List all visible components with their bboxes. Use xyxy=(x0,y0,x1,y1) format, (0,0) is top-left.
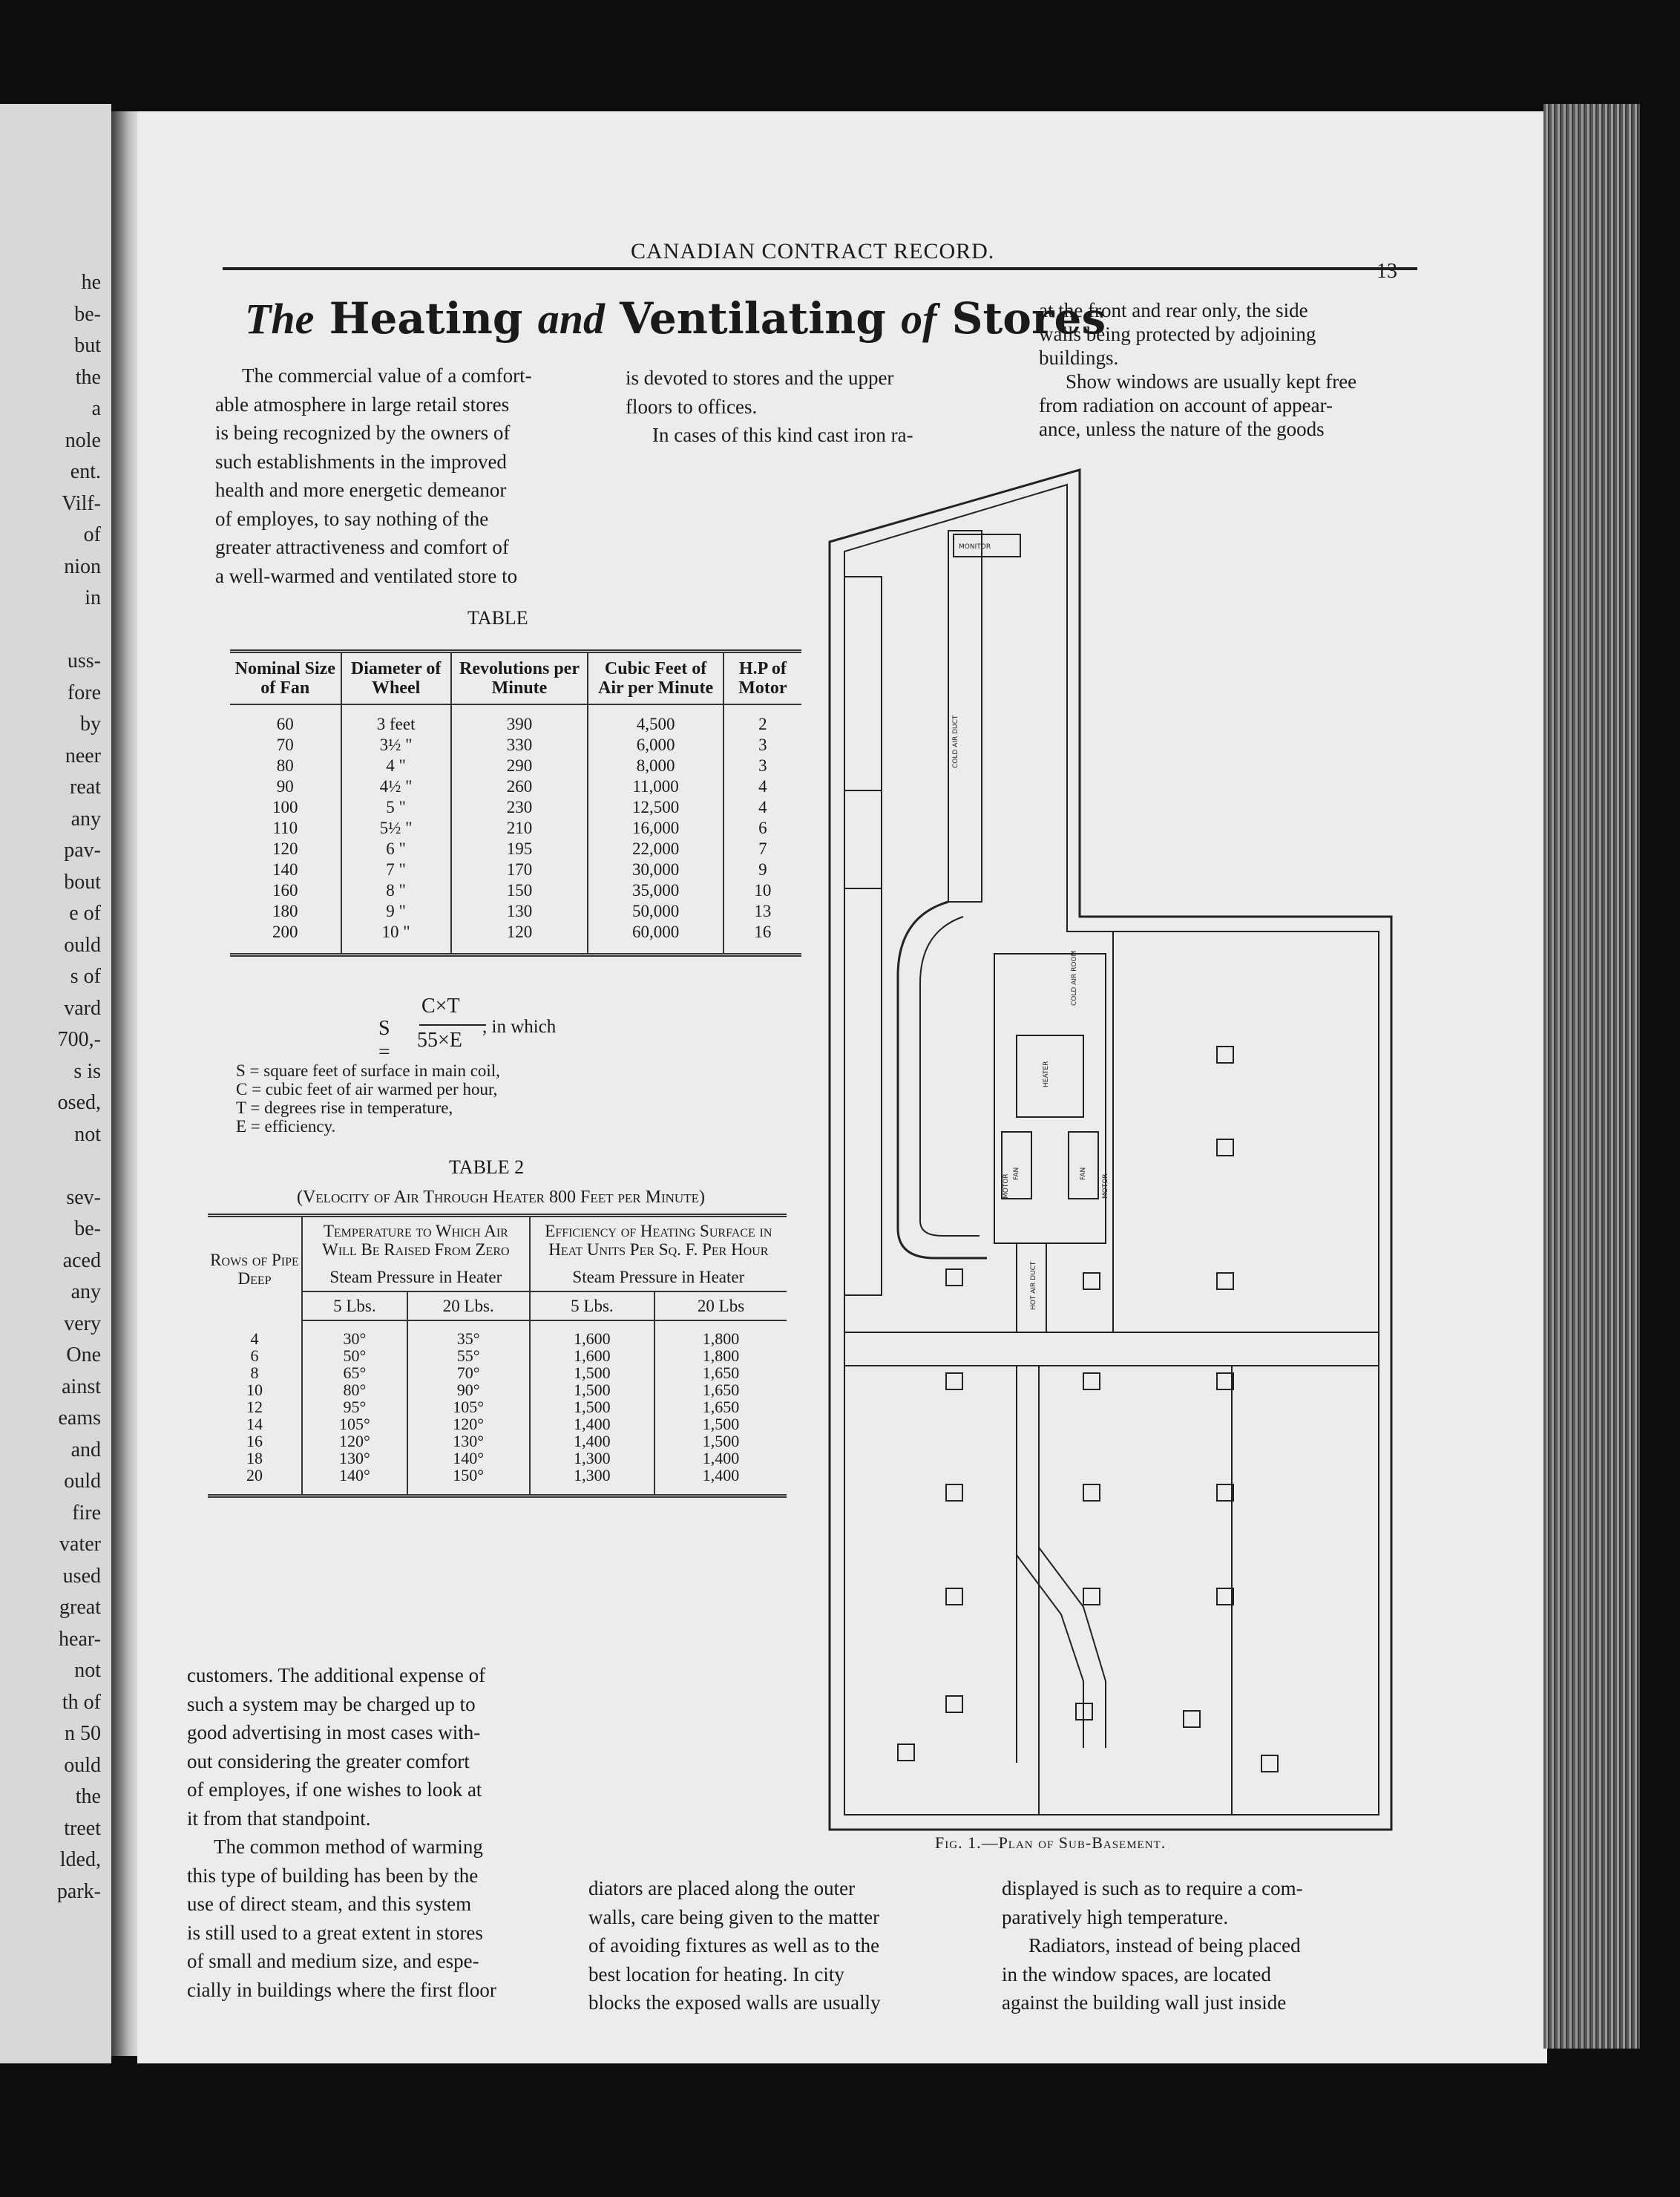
temp-20lbs: 20 Lbs. xyxy=(407,1291,530,1320)
heater xyxy=(1017,1035,1083,1117)
left-page-line: sev- xyxy=(66,1185,101,1209)
table1-header: Cubic Feet of Air per Minute xyxy=(588,652,723,705)
label-heater: HEATER xyxy=(1043,1061,1050,1087)
table2-cell: 120° xyxy=(302,1433,407,1450)
column-2-top xyxy=(626,364,1011,450)
table1-cell: 110 xyxy=(230,818,341,839)
pillar xyxy=(946,1588,962,1605)
steam-header-2: Steam Pressure in Heater xyxy=(530,1263,787,1291)
table2-cell: 1,400 xyxy=(530,1433,654,1450)
left-page-line: not xyxy=(74,1122,101,1146)
heater-room xyxy=(994,954,1106,1243)
text-line: against the building wall just inside xyxy=(1002,1991,1287,2014)
left-page-line: ainst xyxy=(62,1375,101,1398)
table1-cell: 9 xyxy=(758,860,767,879)
table2-cell: 1,400 xyxy=(702,1449,740,1467)
text-line: diators are placed along the outer xyxy=(588,1877,856,1899)
table1-cell: 120 xyxy=(230,839,341,860)
table2-cell: 20 xyxy=(208,1467,302,1496)
left-page-line: any xyxy=(70,807,101,831)
left-page-line: th of xyxy=(62,1690,101,1714)
legend-line: T = degrees rise in temperature, xyxy=(236,1098,453,1117)
column-1-bottom xyxy=(187,1661,569,2004)
table1-cell: 150 xyxy=(451,880,588,901)
table2-cell: 6 xyxy=(208,1347,302,1364)
left-page-fragment xyxy=(0,104,111,2063)
table2-cell: 80° xyxy=(302,1381,407,1398)
text-line: Radiators, instead of being placed xyxy=(1028,1934,1301,1957)
table2-cell: 16 xyxy=(208,1433,302,1450)
label-cold-room: COLD AIR ROOM xyxy=(1071,950,1078,1006)
table1-cell: 390 xyxy=(451,704,588,735)
table1-row xyxy=(230,797,801,818)
text-line: cially in buildings where the first floor xyxy=(187,1978,496,2001)
table1-cell: 290 xyxy=(451,756,588,776)
label-motor-2: MOTOR xyxy=(1102,1173,1109,1199)
text-line: floors to offices. xyxy=(626,395,758,418)
pillar xyxy=(1083,1273,1100,1289)
pillar xyxy=(1083,1588,1100,1605)
left-page-line: bout xyxy=(64,870,101,894)
table1-row xyxy=(230,756,801,776)
left-page-line: ould xyxy=(64,1753,101,1777)
running-title: CANADIAN CONTRACT RECORD. xyxy=(631,239,995,263)
label-hot-duct: HOT AIR DUCT xyxy=(1030,1261,1037,1310)
table1-cell: 120 xyxy=(451,922,588,955)
table2-cell: 150° xyxy=(407,1467,530,1496)
table1-row xyxy=(230,735,801,756)
text-line: from radiation on account of appear- xyxy=(1039,394,1333,416)
table1-cell: 230 xyxy=(451,797,588,818)
text-line: best location for heating. In city xyxy=(588,1962,844,1985)
table1-cell: 4 xyxy=(758,798,767,816)
outer-wall xyxy=(830,470,1391,1830)
table1-cell: 7 xyxy=(758,839,767,858)
left-page-line: neer xyxy=(65,744,101,767)
text-line: Show windows are usually kept free xyxy=(1066,370,1357,393)
table1-cell: 50,000 xyxy=(588,901,723,922)
table1-cell: 195 xyxy=(451,839,588,860)
table1-cell: 90 xyxy=(230,776,341,797)
table2-cell: 90° xyxy=(407,1381,530,1398)
pillar xyxy=(946,1484,962,1501)
table1-cell: 330 xyxy=(451,735,588,756)
table2-cell: 18 xyxy=(208,1450,302,1467)
table1-cell: 10 xyxy=(754,881,772,900)
formula-suffix: , in which xyxy=(482,1017,557,1037)
table1-cell: 210 xyxy=(451,818,588,839)
table1-cell: 35,000 xyxy=(588,880,723,901)
label-fan-2: FAN xyxy=(1080,1167,1087,1180)
text-line: ance, unless the nature of the goods xyxy=(1039,418,1325,440)
title-stores: Stores xyxy=(951,293,1106,344)
table1-cell: 180 xyxy=(230,901,341,922)
text-line: The common method of warming xyxy=(214,1836,483,1858)
eff-header: Efficiency of Heating Surface in Heat Units Per Sq. F. Per Hour xyxy=(530,1216,787,1264)
fan-table xyxy=(230,649,801,957)
text-line: able atmosphere in large retail stores xyxy=(215,393,510,416)
table1-caption: TABLE xyxy=(467,607,528,629)
sub-basement-plan xyxy=(816,456,1410,1837)
rows-header: Rows of Pipe Deep xyxy=(208,1216,302,1321)
text-line: buildings. xyxy=(1039,347,1119,369)
table1-cell: 6 " xyxy=(341,839,451,860)
left-page-line: a xyxy=(91,397,101,420)
left-page-line: One xyxy=(66,1343,101,1366)
table1-cell: 16,000 xyxy=(588,818,723,839)
legend-line: S = square feet of surface in main coil, xyxy=(236,1061,500,1080)
pillar xyxy=(946,1373,962,1389)
left-page-line: hear- xyxy=(59,1627,101,1651)
table2-cell: 1,300 xyxy=(530,1467,654,1496)
pillar xyxy=(1083,1484,1100,1501)
table2-cell: 1,800 xyxy=(702,1346,740,1365)
pillar xyxy=(946,1269,962,1286)
left-page-line: eams xyxy=(58,1407,101,1430)
left-page-line: in xyxy=(85,586,101,609)
table2-cell: 120° xyxy=(407,1415,530,1433)
table1-cell: 200 xyxy=(230,922,341,955)
left-page-line: aced xyxy=(62,1248,101,1272)
left-page-line: nion xyxy=(64,554,101,578)
table2-cell: 1,400 xyxy=(530,1415,654,1433)
table1-cell: 10 " xyxy=(341,922,451,955)
table1-row xyxy=(230,901,801,922)
table1-row xyxy=(230,922,801,955)
table1-cell: 9 " xyxy=(341,901,451,922)
left-page-line: used xyxy=(62,1564,101,1588)
formula-lhs: S = xyxy=(378,1017,390,1064)
title-and: and xyxy=(537,295,605,343)
text-line: good advertising in most cases with- xyxy=(187,1721,481,1743)
left-page-line: fore xyxy=(67,681,101,704)
left-page-line: osed, xyxy=(57,1091,101,1114)
table1-cell: 4,500 xyxy=(588,704,723,735)
legend-line: C = cubic feet of air warmed per hour, xyxy=(236,1080,498,1098)
table1-cell: 4 " xyxy=(341,756,451,776)
table1-cell: 2 xyxy=(758,715,767,733)
table2-row xyxy=(208,1450,787,1467)
left-page-line: vard xyxy=(64,996,101,1020)
table1-header: Diameter of Wheel xyxy=(341,652,451,705)
lower-duct-2 xyxy=(1017,1366,1039,1763)
fan-2 xyxy=(1069,1132,1098,1199)
table2-row xyxy=(208,1364,787,1381)
article-title xyxy=(245,293,1106,344)
table1-cell: 6 xyxy=(758,819,767,837)
table2-row xyxy=(208,1320,787,1347)
pillar xyxy=(1217,1273,1233,1289)
table2-cell: 12 xyxy=(208,1398,302,1415)
table1-row xyxy=(230,776,801,797)
pillar xyxy=(898,1744,914,1761)
left-page-line: pav- xyxy=(64,839,101,862)
corridor xyxy=(844,1332,1379,1366)
table2-cell: 65° xyxy=(302,1364,407,1381)
left-page-line: Vilf- xyxy=(62,491,101,515)
table2-cell: 1,650 xyxy=(702,1381,740,1399)
table2-cell: 130° xyxy=(407,1433,530,1450)
table1-cell: 3 xyxy=(758,736,767,754)
table2-cell: 1,800 xyxy=(702,1329,740,1348)
label-cold-duct: COLD AIR DUCT xyxy=(952,715,959,768)
left-page-line: ould xyxy=(64,1470,101,1493)
text-line: paratively high temperature. xyxy=(1002,1905,1229,1928)
title-ventilating: Ventilating xyxy=(620,293,886,344)
left-page-line: treet xyxy=(64,1816,101,1840)
table2-cell: 14 xyxy=(208,1415,302,1433)
left-page-line: very xyxy=(64,1312,101,1335)
left-page-line: fire xyxy=(72,1501,101,1525)
left-page-line: but xyxy=(74,334,101,357)
table1-cell: 16 xyxy=(723,922,801,955)
temp-header: Temperature to Which Air Will Be Raised From Zero xyxy=(302,1216,530,1264)
table1-cell: 140 xyxy=(230,860,341,880)
left-page-line: nole xyxy=(65,428,101,452)
text-line: out considering the greater comfort xyxy=(187,1749,470,1772)
table2-row xyxy=(208,1381,787,1398)
lower-room xyxy=(844,790,882,1295)
text-line: walls being protected by adjoining xyxy=(1039,323,1316,345)
table1-cell: 12,500 xyxy=(588,797,723,818)
table2-cell: 105° xyxy=(407,1398,530,1415)
table2-caption: TABLE 2 xyxy=(449,1156,525,1178)
table2-cell: 70° xyxy=(407,1364,530,1381)
left-page-line: great xyxy=(59,1596,101,1619)
left-page-line: any xyxy=(70,1280,101,1303)
table2-cell: 1,400 xyxy=(654,1467,787,1496)
table1-cell: 8,000 xyxy=(588,756,723,776)
text-line: of small and medium size, and espe- xyxy=(187,1950,479,1972)
table2-cell: 1,500 xyxy=(530,1398,654,1415)
text-line: health and more energetic demeanor xyxy=(215,479,507,501)
table1-row xyxy=(230,704,801,735)
left-page-line: ould xyxy=(64,933,101,957)
text-line: of avoiding fixtures as well as to the xyxy=(588,1934,880,1957)
left-page-line: the xyxy=(75,1785,101,1808)
table2-cell: 1,600 xyxy=(530,1320,654,1347)
table1-cell: 80 xyxy=(230,756,341,776)
left-page-line: by xyxy=(80,713,101,736)
text-line: such establishments in the improved xyxy=(215,450,507,473)
text-line: of employes, if one wishes to look at xyxy=(187,1778,482,1801)
table1-cell: 3 xyxy=(758,756,767,775)
heater-table xyxy=(208,1214,787,1498)
steam-header-1: Steam Pressure in Heater xyxy=(302,1263,530,1291)
table2-subcaption: (Velocity of Air Through Heater 800 Feet per Minute) xyxy=(297,1188,705,1207)
text-line: In cases of this kind cast iron ra- xyxy=(652,424,913,446)
table1-cell: 170 xyxy=(451,860,588,880)
table1-cell: 100 xyxy=(230,797,341,818)
pillar xyxy=(1217,1484,1233,1501)
table2-row xyxy=(208,1433,787,1450)
lower-duct xyxy=(1017,1366,1106,1748)
table2-cell: 8 xyxy=(208,1364,302,1381)
table1-cell: 5½ " xyxy=(341,818,451,839)
text-line: a well-warmed and ventilated store to xyxy=(215,564,518,587)
table2-cell: 140° xyxy=(302,1467,407,1496)
text-line: this type of building has been by the xyxy=(187,1864,479,1887)
table1-cell: 11,000 xyxy=(588,776,723,797)
table1-cell: 4 xyxy=(758,777,767,796)
duct-bend-inner xyxy=(920,917,980,1236)
pillar xyxy=(1184,1711,1200,1727)
table2-row xyxy=(208,1467,787,1496)
book-gutter xyxy=(111,111,141,2056)
table1-header: Nominal Size of Fan xyxy=(230,652,341,705)
table1-cell: 260 xyxy=(451,776,588,797)
table2-cell: 4 xyxy=(208,1320,302,1347)
table2-cell: 30° xyxy=(302,1320,407,1347)
table1-row xyxy=(230,818,801,839)
column-3-top xyxy=(1039,298,1425,441)
text-line: use of direct steam, and this system xyxy=(187,1893,472,1915)
table1-cell: 7 " xyxy=(341,860,451,880)
table1-cell: 8 " xyxy=(341,880,451,901)
title-the: The xyxy=(245,295,315,343)
formula-legend xyxy=(236,1061,500,1136)
formula-denominator: 55×E xyxy=(417,1029,462,1052)
left-page-line: park- xyxy=(56,1879,101,1903)
table1-cell: 4½ " xyxy=(341,776,451,797)
table1-cell: 6,000 xyxy=(588,735,723,756)
table1-cell: 60 xyxy=(230,704,341,735)
table2-cell: 130° xyxy=(302,1450,407,1467)
left-page-line: the xyxy=(75,365,101,389)
text-line: displayed is such as to require a com- xyxy=(1002,1877,1303,1899)
table2-row xyxy=(208,1347,787,1364)
left-page-line: 700,- xyxy=(57,1028,101,1051)
table2-cell: 105° xyxy=(302,1415,407,1433)
table2-cell: 1,500 xyxy=(530,1381,654,1398)
table2-cell: 35° xyxy=(407,1320,530,1347)
table2-cell: 95° xyxy=(302,1398,407,1415)
pillar xyxy=(1217,1139,1233,1156)
text-line: blocks the exposed walls are usually xyxy=(588,1991,881,2014)
title-of: of xyxy=(901,295,937,343)
text-line: greater attractiveness and comfort of xyxy=(215,536,509,558)
figure-caption: Fig. 1.—Plan of Sub-Basement. xyxy=(935,1833,1167,1852)
table1-row xyxy=(230,860,801,880)
table2-cell: 1,300 xyxy=(530,1450,654,1467)
table1-cell: 13 xyxy=(754,902,772,920)
left-page-line: he xyxy=(81,271,101,294)
table2-cell: 1,650 xyxy=(702,1363,740,1382)
pillar xyxy=(1217,1373,1233,1389)
column-1-top xyxy=(215,361,601,590)
temp-5lbs: 5 Lbs. xyxy=(302,1291,407,1320)
pillar xyxy=(1217,1588,1233,1605)
text-line: is still used to a great extent in stores xyxy=(187,1921,483,1944)
text-line: is devoted to stores and the upper xyxy=(626,367,894,389)
pillar xyxy=(1083,1373,1100,1389)
eff-20lbs: 20 Lbs xyxy=(654,1291,787,1320)
text-line: at the front and rear only, the side xyxy=(1039,299,1308,321)
text-line: is being recognized by the owners of xyxy=(215,422,511,444)
table2-cell: 50° xyxy=(302,1347,407,1364)
table2-cell: 10 xyxy=(208,1381,302,1398)
upper-room xyxy=(844,577,882,888)
table2-cell: 1,500 xyxy=(702,1432,740,1450)
pillar xyxy=(1261,1755,1278,1772)
left-page-line: be- xyxy=(74,1217,101,1240)
left-page-line: n 50 xyxy=(65,1722,101,1745)
label-motor-1: MOTOR xyxy=(1003,1173,1010,1199)
fraction-bar xyxy=(419,1024,486,1026)
table1-cell: 3 feet xyxy=(341,704,451,735)
legend-line: E = efficiency. xyxy=(236,1117,336,1136)
duct-bend xyxy=(898,902,987,1258)
left-page-line: s of xyxy=(70,965,101,988)
table2-cell: 1,650 xyxy=(702,1398,740,1416)
table1-cell: 3½ " xyxy=(341,735,451,756)
table1-cell: 22,000 xyxy=(588,839,723,860)
label-monitor: MONITOR xyxy=(959,543,991,551)
left-page-line: uss- xyxy=(67,649,101,672)
page-edges xyxy=(1543,104,1640,2049)
text-line: it from that standpoint. xyxy=(187,1807,371,1830)
left-page-line: e of xyxy=(69,902,101,925)
label-fan-1: FAN xyxy=(1013,1167,1020,1180)
pillar xyxy=(946,1696,962,1712)
formula-numerator: C×T xyxy=(421,995,460,1018)
text-line: The commercial value of a comfort- xyxy=(242,364,532,387)
text-line: of employes, to say nothing of the xyxy=(215,507,489,530)
text-line: such a system may be charged up to xyxy=(187,1692,476,1715)
column-3-bottom xyxy=(1002,1874,1388,2017)
table2-row xyxy=(208,1398,787,1415)
table1-header: H.P of Motor xyxy=(723,652,801,705)
left-page-line: and xyxy=(70,1438,101,1461)
left-page-line: lded, xyxy=(59,1848,101,1871)
left-page-line: reat xyxy=(70,776,101,799)
left-page-line: vater xyxy=(59,1533,101,1556)
title-heating: Heating xyxy=(329,293,523,344)
table2-row xyxy=(208,1415,787,1433)
table1-cell: 5 " xyxy=(341,797,451,818)
left-page-line: of xyxy=(83,523,101,546)
table1-cell: 70 xyxy=(230,735,341,756)
inner-wall xyxy=(844,485,1379,1815)
pillar xyxy=(1217,1047,1233,1063)
text-line: in the window spaces, are located xyxy=(1002,1962,1271,1985)
text-line: customers. The additional expense of xyxy=(187,1664,486,1686)
page-number: 13 xyxy=(1377,260,1397,283)
table2-cell: 1,600 xyxy=(530,1347,654,1364)
table2-cell: 140° xyxy=(407,1450,530,1467)
table1-row xyxy=(230,839,801,860)
column-2-bottom xyxy=(588,1874,978,2017)
left-page-line: s is xyxy=(73,1059,101,1083)
left-page-line: be- xyxy=(74,302,101,326)
table1-header: Revolutions per Minute xyxy=(451,652,588,705)
table2-cell: 1,500 xyxy=(702,1415,740,1433)
eff-5lbs: 5 Lbs. xyxy=(530,1291,654,1320)
table1-cell: 130 xyxy=(451,901,588,922)
left-page-line: ent. xyxy=(70,460,101,483)
left-page-line: not xyxy=(74,1659,101,1682)
table1-row xyxy=(230,880,801,901)
table2-cell: 55° xyxy=(407,1347,530,1364)
table1-cell: 160 xyxy=(230,880,341,901)
text-line: walls, care being given to the matter xyxy=(588,1905,880,1928)
table1-cell: 60,000 xyxy=(588,922,723,955)
table1-cell: 30,000 xyxy=(588,860,723,880)
table2-cell: 1,500 xyxy=(530,1364,654,1381)
